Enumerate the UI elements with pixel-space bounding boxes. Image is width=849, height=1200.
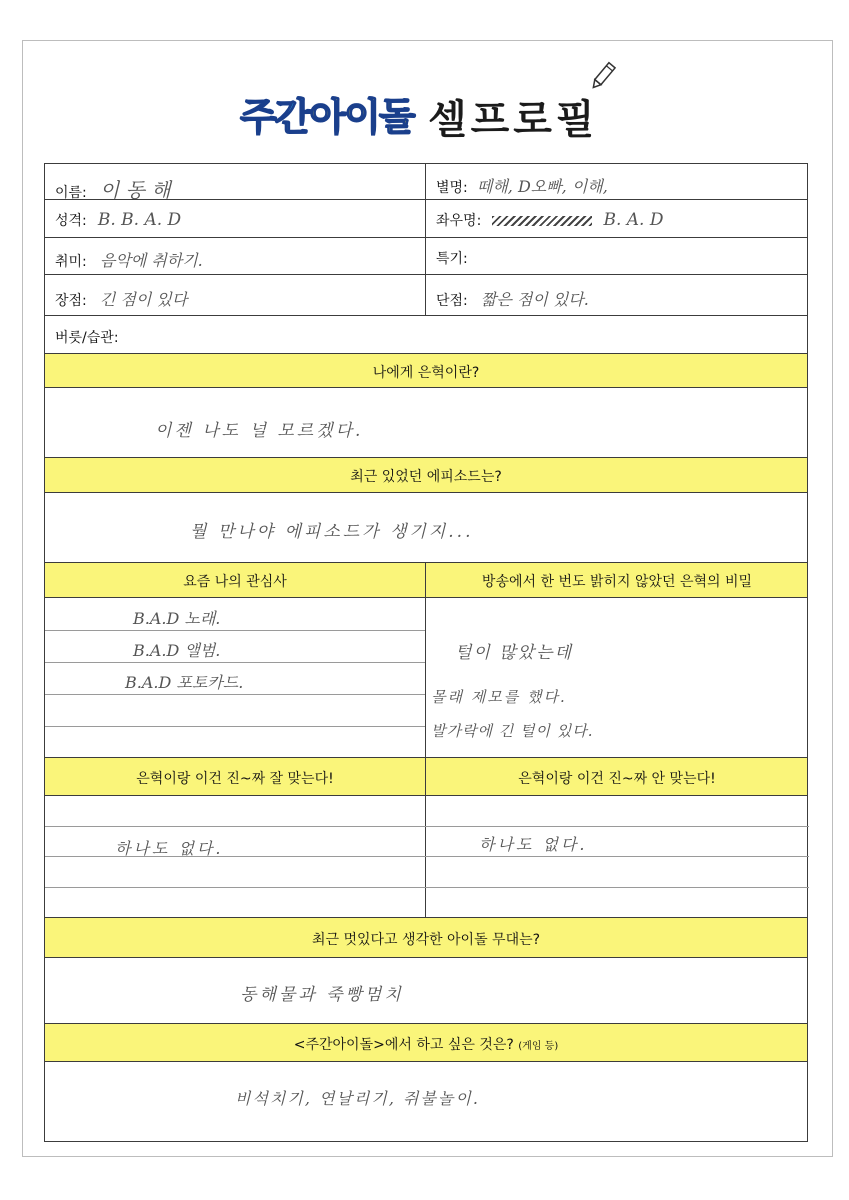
q2-answer: 뭘 만나야 에피소드가 생기지...	[190, 522, 474, 542]
q2-body	[44, 492, 808, 562]
q1-answer: 이젠 나도 널 모르겠다.	[155, 421, 364, 441]
q7-title: 최근 멋있다고 생각한 아이돌 무대는?	[311, 932, 541, 948]
q2-header	[44, 457, 808, 492]
name-value: 이 동 해	[99, 178, 171, 202]
nickname-label: 별명:	[436, 180, 468, 196]
logo-part1: 주간	[240, 95, 310, 139]
strength-label: 장점:	[55, 293, 87, 309]
q7-answer: 동해물과 죽빵멈치	[240, 985, 404, 1005]
row-hobby	[44, 237, 808, 274]
talent-label: 특기:	[436, 251, 468, 267]
hobby-label: 취미:	[55, 254, 87, 270]
q1-body	[44, 387, 808, 457]
logo-part2: 아이돌	[309, 95, 414, 139]
q3-q4-body	[44, 597, 808, 757]
q8-header	[44, 1023, 808, 1061]
row-habit	[44, 315, 808, 353]
q3-answer-1: B.A.D 노래.	[133, 609, 221, 628]
q7-body	[44, 957, 808, 1023]
q8-answer: 비석치기, 연날리기, 쥐불놀이.	[235, 1089, 480, 1108]
row-strength	[44, 274, 808, 315]
q8-title-wrap	[45, 1024, 807, 1054]
q8-title-note: (게임 등)	[518, 1041, 559, 1052]
row-personality	[44, 199, 808, 237]
hobby-value: 음악에 취하기.	[99, 251, 203, 270]
q3-title: 요즘 나의 관심사	[183, 574, 287, 590]
q1-title: 나에게 은혁이란?	[372, 365, 480, 381]
q3-answer-2: B.A.D 앨범.	[133, 641, 221, 660]
pencil-icon	[588, 60, 618, 92]
q5-title: 은혁이랑 이건 진~짜 잘 맞는다!	[136, 771, 334, 787]
motto-label: 좌우명:	[436, 213, 482, 229]
nickname-value: 떼해, D오빠, 이해,	[476, 177, 608, 196]
q8-body	[44, 1061, 808, 1141]
q4-answer-line2: 몰래 제모를 했다.	[431, 688, 567, 706]
page-title: 셀프로필	[428, 97, 599, 143]
form-bottom-border	[44, 1141, 808, 1142]
personality-label: 성격:	[55, 213, 87, 229]
name-label: 이름:	[55, 185, 87, 201]
q6-title: 은혁이랑 이건 진~짜 안 맞는다!	[518, 771, 716, 787]
habit-label: 버릇/습관:	[55, 330, 119, 346]
motto-value: B. A. D	[603, 210, 664, 230]
q6-answer: 하나도 없다.	[479, 835, 588, 854]
q3-q4-header	[44, 562, 808, 597]
weakness-label: 단점:	[436, 293, 468, 309]
q5-q6-body	[44, 795, 808, 917]
scribble-out	[492, 216, 592, 226]
q1-header	[44, 353, 808, 387]
q5-answer: 하나도 없다.	[115, 839, 224, 858]
weakness-value: 짧은 점이 있다.	[480, 290, 589, 309]
q7-header	[44, 917, 808, 957]
q3-answer-3: B.A.D 포토카드.	[125, 673, 244, 692]
q4-answer-line3: 발가락에 긴 털이 있다.	[431, 722, 594, 740]
personality-value: B. B. A. D	[97, 210, 182, 230]
q4-title: 방송에서 한 번도 밝히지 않았던 은혁의 비밀	[481, 574, 753, 590]
q4-answer-line1: 털이 많았는데	[455, 643, 573, 663]
show-logo	[240, 86, 414, 141]
row-name	[44, 163, 808, 202]
header	[0, 60, 849, 160]
q8-title: <주간아이돌>에서 하고 싶은 것은?	[293, 1037, 514, 1053]
q2-title: 최근 있었던 에피소드는?	[350, 469, 502, 485]
q5-q6-header	[44, 757, 808, 795]
strength-value: 긴 점이 있다	[99, 290, 188, 309]
